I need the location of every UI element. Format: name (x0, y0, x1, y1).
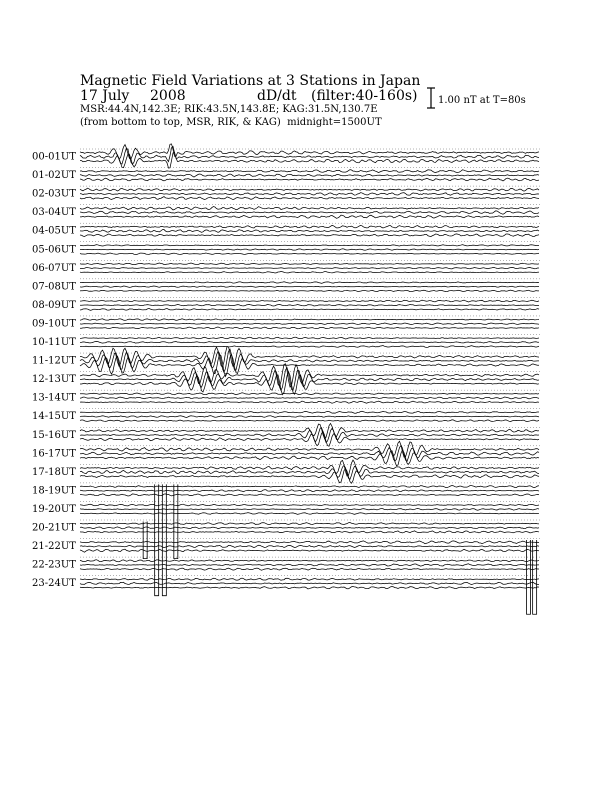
station-trace-rik (80, 267, 539, 268)
station-trace-msr (80, 234, 539, 237)
hour-row (32, 260, 540, 274)
station-trace-msr (80, 549, 539, 552)
station-trace-kag (80, 319, 539, 321)
hour-label: 07-08UT (32, 281, 76, 293)
hour-label: 01-02UT (32, 170, 76, 182)
date-year: 2008 (150, 88, 186, 104)
hour-label: 23-24UT (32, 578, 76, 590)
station-trace-msr (80, 568, 539, 570)
hour-row (32, 483, 540, 497)
hour-label: 11-12UT (32, 355, 76, 367)
hour-label: 04-05UT (32, 225, 76, 237)
station-trace-msr (80, 431, 539, 446)
station-trace-rik (80, 211, 539, 214)
station-trace-msr (80, 531, 539, 533)
station-trace-kag (80, 393, 539, 395)
hour-row (32, 316, 540, 330)
hour-row (32, 205, 540, 219)
hour-label: 00-01UT (32, 151, 76, 163)
hour-row (32, 347, 540, 377)
hour-label: 13-14UT (32, 392, 76, 404)
station-trace-rik (80, 230, 539, 233)
station-trace-msr (80, 215, 539, 218)
hour-label: 17-18UT (32, 466, 76, 478)
station-trace-kag (80, 460, 539, 476)
hour-label: 15-16UT (32, 429, 76, 441)
station-trace-rik (80, 508, 539, 510)
station-trace-msr (80, 346, 539, 348)
station-trace-msr (80, 587, 539, 589)
scale-bar (427, 88, 435, 108)
station-trace-msr (80, 290, 539, 292)
hour-row (32, 460, 540, 483)
hour-label: 03-04UT (32, 207, 76, 219)
hour-row (32, 441, 540, 465)
hour-row (32, 501, 540, 515)
order-note: (from bottom to top, MSR, RIK, & KAG) (80, 117, 281, 128)
station-trace-msr (80, 469, 539, 484)
station-trace-msr (80, 401, 539, 403)
station-trace-kag (80, 560, 539, 562)
station-trace-msr (80, 450, 539, 466)
station-trace-kag (80, 441, 539, 457)
station-trace-rik (80, 368, 539, 391)
stations-line: MSR:44.4N,142.3E; RIK:43.5N,143.8E; KAG:31.5N,130.7E (80, 104, 378, 115)
station-trace-rik (80, 527, 539, 529)
station-trace-rik (80, 490, 539, 492)
midnight-note: midnight=1500UT (287, 117, 382, 128)
hour-row (32, 279, 540, 293)
scale-bar-label: 1.00 nT at T=80s (438, 95, 526, 106)
station-trace-rik (80, 349, 539, 372)
station-trace-kag (80, 504, 539, 506)
hour-row (32, 390, 540, 404)
filter-label: (filter:40-160s) (311, 88, 418, 104)
station-trace-rik (80, 416, 539, 418)
hour-label: 09-10UT (32, 318, 76, 330)
station-trace-msr (80, 253, 539, 254)
station-trace-kag (80, 486, 539, 488)
station-trace-rik (80, 342, 539, 344)
station-trace-rik (80, 174, 539, 177)
hour-label: 22-23UT (32, 559, 76, 571)
station-trace-kag (80, 411, 539, 413)
station-trace-kag (80, 541, 539, 544)
station-trace-rik (80, 286, 539, 287)
hour-row (32, 223, 540, 237)
station-trace-msr (80, 308, 539, 310)
station-trace-kag (80, 300, 539, 302)
hour-row (32, 186, 540, 200)
hour-row (32, 242, 540, 256)
hour-row (32, 539, 540, 553)
chart-title: Magnetic Field Variations at 3 Stations in Japan (80, 73, 421, 89)
station-trace-kag (80, 207, 539, 210)
station-trace-msr (80, 494, 539, 496)
hour-row (32, 520, 540, 534)
spike-excursion (162, 484, 166, 595)
station-trace-kag (80, 522, 539, 524)
station-trace-kag (80, 578, 539, 580)
station-trace-kag (80, 245, 539, 246)
station-trace-rik (80, 582, 539, 584)
station-trace-msr (80, 197, 539, 200)
spike-excursion (174, 484, 178, 558)
station-trace-kag (80, 170, 539, 173)
hour-label: 19-20UT (32, 503, 76, 515)
hour-label: 18-19UT (32, 485, 76, 497)
station-trace-msr (80, 513, 539, 515)
station-trace-rik (80, 304, 539, 306)
station-trace-msr (80, 152, 539, 168)
component-label: dD/dt (257, 88, 297, 104)
hour-label: 08-09UT (32, 299, 76, 311)
station-trace-kag (80, 337, 539, 339)
hour-row (32, 364, 540, 395)
station-trace-msr (80, 327, 539, 329)
hour-row (32, 576, 540, 590)
hour-label: 05-06UT (32, 244, 76, 256)
hour-label: 06-07UT (32, 262, 76, 274)
station-trace-rik (80, 323, 539, 325)
hour-label: 02-03UT (32, 188, 76, 200)
station-trace-rik (80, 445, 539, 461)
hour-label: 21-22UT (32, 541, 76, 553)
hour-row (32, 557, 540, 571)
station-trace-rik (80, 564, 539, 566)
station-trace-rik (80, 397, 539, 399)
hour-label: 14-15UT (32, 411, 76, 423)
hour-row (32, 423, 540, 446)
hour-row (32, 297, 540, 311)
station-trace-kag (80, 225, 539, 228)
hour-row (32, 168, 540, 182)
date-day: 17 July (80, 88, 130, 104)
hour-label: 10-11UT (32, 337, 76, 348)
station-trace-rik (80, 545, 539, 547)
station-trace-kag (80, 282, 539, 284)
spike-excursion (527, 540, 531, 614)
station-trace-rik (80, 249, 539, 250)
station-trace-rik (80, 193, 539, 196)
station-trace-kag (80, 263, 539, 265)
station-trace-msr (80, 178, 539, 181)
station-trace-msr (80, 271, 539, 273)
hour-label: 12-13UT (32, 374, 76, 386)
hour-label: 16-17UT (32, 448, 76, 460)
hour-row (32, 409, 540, 423)
hour-row (32, 335, 540, 349)
station-trace-msr (80, 420, 539, 422)
hour-label: 20-21UT (32, 522, 76, 534)
hour-row (32, 144, 540, 168)
station-trace-kag (80, 188, 539, 191)
